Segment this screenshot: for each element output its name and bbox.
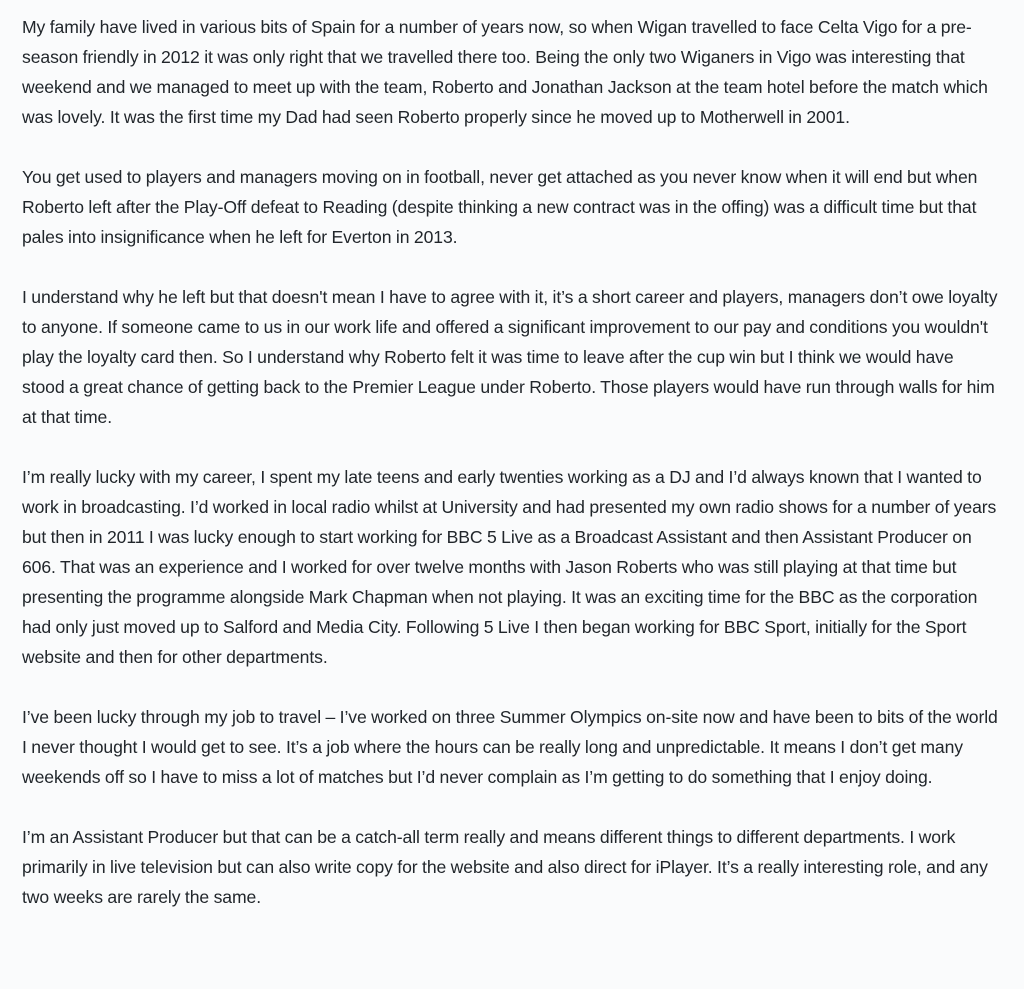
paragraph-assistant-producer: I’m an Assistant Producer but that can be a catch-all term really and means different things to different departments. I work primarily in live television but can also write copy for the website and also direct for iPlayer. It’s a really interesting role, and any two weeks are rarely the same. bbox=[22, 827, 988, 907]
paragraph-career: I’m really lucky with my career, I spent my late teens and early twenties working as a DJ and I’d always known that I wanted to work in broadcasting. I’d worked in local radio whilst at University and had presented my own radio shows for a number of years but then in 2011 I was lucky enough to start working for BBC 5 Live as a Broadcast Assistant and then Assistant Producer on 606. That was an experience and I worked for over twelve months with Jason Roberts who was still playing at that time but presenting the programme alongside Mark Chapman when not playing. It was an exciting time for the BBC as the corporation had only just moved up to Salford and Media City. Following 5 Live I then began working for BBC Sport, initially for the Sport website and then for other departments. bbox=[22, 467, 997, 667]
paragraph-roberto-leaving: You get used to players and managers moving on in football, never get attached as you never know when it will end but when Roberto left after the Play-Off defeat to Reading (despite thinking a new contract was in the offing) was a difficult time but that pales into insignificance when he left for Everton in 2013. bbox=[22, 167, 978, 247]
paragraph-celta-vigo-trip: My family have lived in various bits of Spain for a number of years now, so when Wigan travelled to face Celta Vigo for a pre-season friendly in 2012 it was only right that we travelled there too. Being the only two Wiganers in Vigo was interesting that weekend and we managed to meet up with the team, Roberto and Jonathan Jackson at the team hotel before the match which was lovely. It was the first time my Dad had seen Roberto properly since he moved up to Motherwell in 2001. bbox=[22, 17, 988, 127]
paragraph-travel: I’ve been lucky through my job to travel – I’ve worked on three Summer Olympics on-site now and have been to bits of the world I never thought I would get to see. It’s a job where the hours can be really long and unpredictable. It means I don’t get many weekends off so I have to miss a lot of matches but I’d never complain as I’m getting to do something that I enjoy doing. bbox=[22, 707, 998, 787]
paragraph-loyalty: I understand why he left but that doesn't mean I have to agree with it, it’s a short career and players, managers don’t owe loyalty to anyone. If someone came to us in our work life and offered a significant improvement to our pay and conditions you wouldn't play the loyalty card then. So I understand why Roberto felt it was time to leave after the cup win but I think we would have stood a great chance of getting back to the Premier League under Roberto. Those players would have run through walls for him at that time. bbox=[22, 287, 998, 427]
